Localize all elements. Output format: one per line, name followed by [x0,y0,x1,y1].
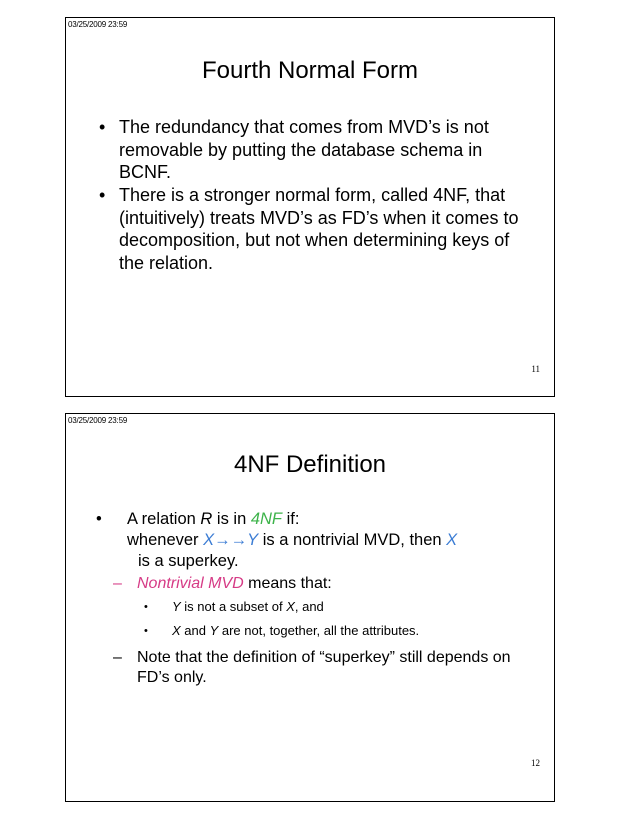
slide-12 [65,413,555,802]
bullet-item [99,184,539,274]
dash-icon: – [113,649,122,666]
relation-r: R [200,510,213,528]
timestamp: 03/25/2009 23:59 [68,416,128,425]
dash-icon: – [113,575,122,592]
page-number: 12 [531,758,540,768]
bullet-text: There is a stronger normal form, called 4NF, that (intuitively) treats MVD’s as FD’s when it comes to decomposition, but not when determining keys of the relation. [119,185,519,273]
slide-title: 4NF Definition [233,451,387,478]
slide-11 [65,17,555,397]
page-number: 11 [531,364,540,374]
bullet-item [99,116,539,184]
condition-item: • X and Y are not, together, all the attributes. [144,623,420,638]
term-nontrivial-mvd: Nontrivial MVD [137,575,244,592]
bullet-icon: • [144,601,148,613]
timestamp: 03/25/2009 23:59 [68,20,128,29]
sub-bullet [113,648,518,688]
definition-text: A relation R is in 4NF if: whenever X→→Y is a nontrivial MVD, then X is a superkey. [127,510,458,570]
var-x: X [446,531,458,549]
bullet-icon: • [144,625,148,637]
bullet-text: The redundancy that comes from MVD’s is not removable by putting the database schema in BCNF. [119,117,489,182]
bullet-icon: • [99,117,106,137]
sub-bullet: – Nontrivial MVD means that: [113,575,332,592]
slide-title: Fourth Normal Form [201,57,419,84]
definition-bullet [96,509,541,572]
mvd-x-y: X→→Y [203,531,259,549]
bullet-icon: • [96,510,102,528]
term-4nf: 4NF [250,510,282,528]
bullet-icon: • [99,185,106,205]
note-text: Note that the definition of “superkey” still depends on FD’s only. [137,649,511,686]
condition-item: • Y is not a subset of X, and [144,599,324,614]
